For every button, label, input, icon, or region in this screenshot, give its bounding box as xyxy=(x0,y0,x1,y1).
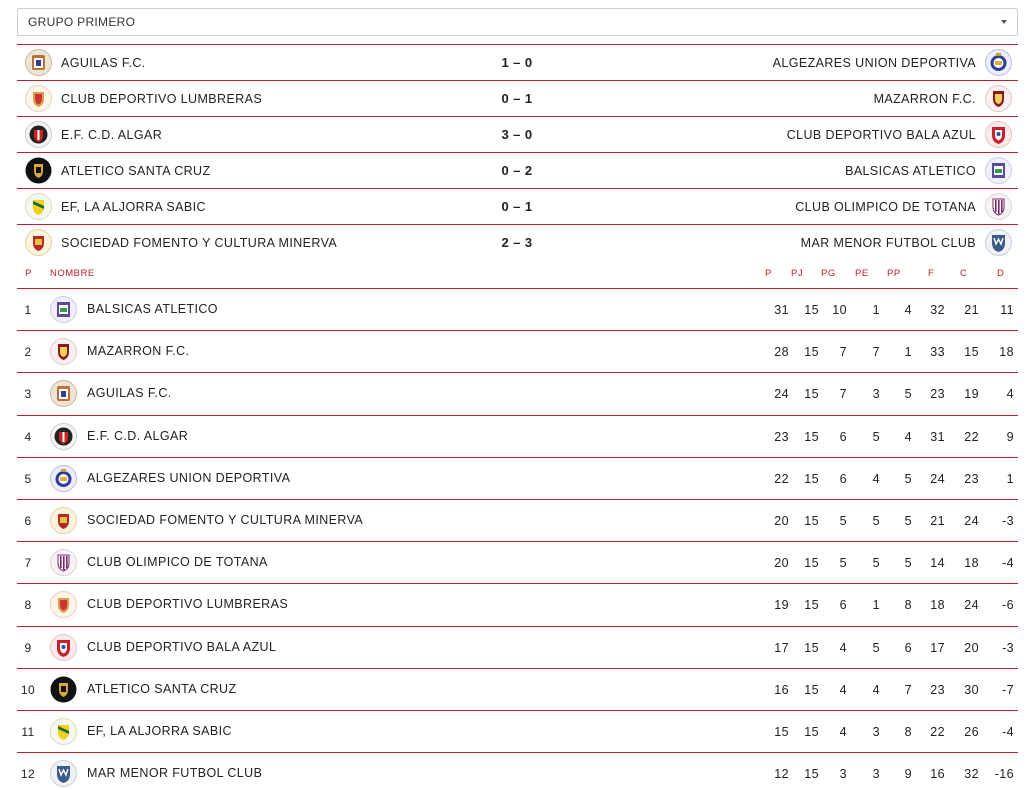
row-pp: 6 xyxy=(904,640,912,655)
aljorra-crest-icon xyxy=(25,193,52,220)
row-d: 1 xyxy=(1006,471,1014,486)
row-team-name: AGUILAS F.C. xyxy=(87,386,172,401)
row-pg: 7 xyxy=(839,387,847,402)
row-pg: 5 xyxy=(839,556,847,571)
algar-crest-icon xyxy=(25,121,52,148)
row-pts: 24 xyxy=(774,387,789,402)
match-score: 0 – 1 xyxy=(501,199,533,214)
row-pe: 5 xyxy=(872,640,880,655)
row-pts: 31 xyxy=(774,303,789,317)
row-d: -7 xyxy=(1002,682,1014,697)
table-row xyxy=(17,541,1018,583)
row-pe: 1 xyxy=(872,303,880,317)
row-c: 26 xyxy=(964,724,979,739)
row-pg: 4 xyxy=(839,724,847,739)
row-pj: 15 xyxy=(804,387,819,402)
table-row xyxy=(17,372,1018,414)
match-row xyxy=(17,224,1018,260)
match-score: 1 – 0 xyxy=(501,55,533,70)
minerva-crest-icon xyxy=(50,507,77,534)
row-pg: 4 xyxy=(839,682,847,697)
row-c: 19 xyxy=(964,387,979,402)
match-row xyxy=(17,80,1018,116)
mazarron-crest-icon xyxy=(985,85,1012,112)
balsicas-crest-icon xyxy=(50,296,77,323)
table-row xyxy=(17,583,1018,625)
table-row xyxy=(17,288,1018,330)
row-position: 6 xyxy=(24,513,32,528)
row-pe: 4 xyxy=(872,471,880,486)
row-team-name: BALSICAS ATLETICO xyxy=(87,302,218,316)
group-select[interactable] xyxy=(17,8,1018,36)
row-pts: 19 xyxy=(774,598,789,613)
col-lost: PP xyxy=(887,268,901,279)
col-played: PJ xyxy=(791,268,804,279)
row-d: -4 xyxy=(1002,556,1014,571)
row-pe: 4 xyxy=(872,682,880,697)
standings-header xyxy=(17,264,1018,288)
row-pj: 15 xyxy=(804,682,819,697)
balsicas-crest-icon xyxy=(985,157,1012,184)
row-d: -6 xyxy=(1002,598,1014,613)
algezares-crest-icon xyxy=(50,465,77,492)
match-score: 0 – 2 xyxy=(501,163,533,178)
row-c: 21 xyxy=(964,303,979,317)
col-drawn: PE xyxy=(855,268,869,279)
col-points: P xyxy=(765,268,772,279)
group-select-value: GRUPO PRIMERO xyxy=(28,15,136,29)
row-team-name: ALGEZARES UNION DEPORTIVA xyxy=(87,470,291,485)
away-team: CLUB OLIMPICO DE TOTANA xyxy=(795,199,976,214)
table-row xyxy=(17,626,1018,668)
row-f: 17 xyxy=(930,640,945,655)
col-position: P xyxy=(25,268,32,279)
row-pp: 8 xyxy=(904,598,912,613)
row-pts: 15 xyxy=(774,724,789,739)
algezares-crest-icon xyxy=(985,49,1012,76)
lumbreras-crest-icon xyxy=(50,591,77,618)
row-position: 2 xyxy=(24,345,32,360)
row-c: 22 xyxy=(964,429,979,444)
away-team: ALGEZARES UNION DEPORTIVA xyxy=(772,55,976,70)
row-position: 7 xyxy=(24,556,32,571)
col-against: C xyxy=(960,268,968,279)
row-pts: 22 xyxy=(774,471,789,486)
row-pe: 7 xyxy=(872,345,880,360)
row-d: -3 xyxy=(1002,640,1014,655)
match-row xyxy=(17,188,1018,224)
row-c: 24 xyxy=(964,598,979,613)
row-pe: 3 xyxy=(872,724,880,739)
totana-crest-icon xyxy=(50,549,77,576)
row-pp: 4 xyxy=(904,429,912,444)
row-f: 16 xyxy=(930,767,945,782)
row-team-name: ATLETICO SANTA CRUZ xyxy=(87,681,237,696)
row-pg: 4 xyxy=(839,640,847,655)
bala-azul-crest-icon xyxy=(985,121,1012,148)
mar-menor-crest-icon xyxy=(50,760,77,787)
table-row xyxy=(17,668,1018,710)
row-c: 24 xyxy=(964,513,979,528)
row-pj: 15 xyxy=(804,429,819,444)
row-pe: 3 xyxy=(872,767,880,782)
row-d: 4 xyxy=(1006,387,1014,402)
mar-menor-crest-icon xyxy=(985,229,1012,256)
table-row xyxy=(17,499,1018,541)
row-d: 9 xyxy=(1006,429,1014,444)
row-pp: 5 xyxy=(904,471,912,486)
row-position: 3 xyxy=(24,387,32,402)
row-f: 31 xyxy=(930,429,945,444)
row-position: 4 xyxy=(24,429,32,444)
row-c: 15 xyxy=(964,345,979,360)
row-f: 24 xyxy=(930,471,945,486)
row-f: 23 xyxy=(930,682,945,697)
minerva-crest-icon xyxy=(25,229,52,256)
row-team-name: CLUB DEPORTIVO BALA AZUL xyxy=(87,639,277,654)
match-row xyxy=(17,152,1018,188)
row-position: 12 xyxy=(20,767,36,782)
home-team: ATLETICO SANTA CRUZ xyxy=(61,163,211,178)
match-score: 2 – 3 xyxy=(501,235,533,250)
row-pp: 7 xyxy=(904,682,912,697)
row-pj: 15 xyxy=(804,513,819,528)
row-pj: 15 xyxy=(804,767,819,782)
row-position: 8 xyxy=(24,598,32,613)
row-pts: 20 xyxy=(774,556,789,571)
col-name: NOMBRE xyxy=(50,268,95,279)
match-score: 0 – 1 xyxy=(501,91,533,106)
row-pg: 3 xyxy=(839,767,847,782)
away-team: CLUB DEPORTIVO BALA AZUL xyxy=(786,127,976,142)
mazarron-crest-icon xyxy=(50,338,77,365)
table-row xyxy=(17,752,1018,790)
row-pj: 15 xyxy=(804,471,819,486)
row-position: 10 xyxy=(20,682,36,697)
match-score: 3 – 0 xyxy=(501,127,533,142)
row-pts: 20 xyxy=(774,513,789,528)
row-pj: 15 xyxy=(804,598,819,613)
row-pp: 5 xyxy=(904,556,912,571)
row-d: -4 xyxy=(1002,724,1014,739)
aljorra-crest-icon xyxy=(50,718,77,745)
row-pg: 6 xyxy=(839,471,847,486)
row-pg: 6 xyxy=(839,429,847,444)
row-pts: 28 xyxy=(774,345,789,360)
row-f: 18 xyxy=(930,598,945,613)
row-pj: 15 xyxy=(804,724,819,739)
home-team: AGUILAS F.C. xyxy=(61,55,146,70)
row-f: 14 xyxy=(930,556,945,571)
row-pts: 16 xyxy=(774,682,789,697)
row-pts: 12 xyxy=(774,767,789,782)
row-f: 21 xyxy=(930,513,945,528)
row-f: 22 xyxy=(930,724,945,739)
away-team: BALSICAS ATLETICO xyxy=(845,163,976,178)
totana-crest-icon xyxy=(985,193,1012,220)
chevron-down-icon[interactable] xyxy=(1001,20,1007,24)
row-pg: 6 xyxy=(839,598,847,613)
row-pp: 5 xyxy=(904,387,912,402)
row-c: 30 xyxy=(964,682,979,697)
algar-crest-icon xyxy=(50,423,77,450)
table-row xyxy=(17,457,1018,499)
row-pp: 1 xyxy=(904,345,912,360)
row-position: 1 xyxy=(24,303,32,317)
table-row xyxy=(17,415,1018,457)
row-d: 18 xyxy=(999,345,1014,360)
home-team: SOCIEDAD FOMENTO Y CULTURA MINERVA xyxy=(61,235,338,250)
row-pe: 3 xyxy=(872,387,880,402)
row-team-name: MAZARRON F.C. xyxy=(87,344,190,359)
row-pts: 23 xyxy=(774,429,789,444)
match-row xyxy=(17,44,1018,80)
row-pts: 17 xyxy=(774,640,789,655)
table-row xyxy=(17,710,1018,752)
row-pe: 5 xyxy=(872,429,880,444)
row-pg: 10 xyxy=(832,303,847,317)
row-c: 18 xyxy=(964,556,979,571)
row-team-name: SOCIEDAD FOMENTO Y CULTURA MINERVA xyxy=(87,512,364,527)
row-pp: 4 xyxy=(904,303,912,317)
away-team: MAR MENOR FUTBOL CLUB xyxy=(800,235,976,250)
col-for: F xyxy=(928,268,935,279)
row-pp: 5 xyxy=(904,513,912,528)
row-pg: 7 xyxy=(839,345,847,360)
aguilas-crest-icon xyxy=(50,380,77,407)
row-pe: 5 xyxy=(872,556,880,571)
col-won: PG xyxy=(821,268,836,279)
row-f: 23 xyxy=(930,387,945,402)
row-f: 32 xyxy=(930,303,945,317)
row-team-name: CLUB OLIMPICO DE TOTANA xyxy=(87,555,268,570)
match-row xyxy=(17,116,1018,152)
row-c: 23 xyxy=(964,471,979,486)
home-team: E.F. C.D. ALGAR xyxy=(61,127,163,142)
santa-cruz-crest-icon xyxy=(50,676,77,703)
standings-table xyxy=(17,288,1018,790)
row-pj: 15 xyxy=(804,640,819,655)
row-position: 9 xyxy=(24,640,32,655)
row-pp: 9 xyxy=(904,767,912,782)
row-position: 11 xyxy=(21,724,35,739)
row-c: 32 xyxy=(964,767,979,782)
row-pj: 15 xyxy=(804,556,819,571)
row-pe: 1 xyxy=(872,598,880,613)
row-pj: 15 xyxy=(804,345,819,360)
row-f: 33 xyxy=(930,345,945,360)
table-row xyxy=(17,330,1018,372)
row-d: -3 xyxy=(1002,513,1014,528)
row-d: -16 xyxy=(994,767,1014,782)
home-team: EF, LA ALJORRA SABIC xyxy=(61,199,206,214)
results-list xyxy=(17,44,1018,260)
row-team-name: CLUB DEPORTIVO LUMBRERAS xyxy=(87,597,289,612)
lumbreras-crest-icon xyxy=(25,85,52,112)
row-pj: 15 xyxy=(804,303,819,317)
row-pg: 5 xyxy=(839,513,847,528)
row-pp: 8 xyxy=(904,724,912,739)
col-diff: D xyxy=(997,268,1005,279)
row-d: 11 xyxy=(1000,303,1014,317)
home-team: CLUB DEPORTIVO LUMBRERAS xyxy=(61,91,263,106)
row-position: 5 xyxy=(24,471,32,486)
row-team-name: EF, LA ALJORRA SABIC xyxy=(87,723,232,738)
aguilas-crest-icon xyxy=(25,49,52,76)
row-c: 20 xyxy=(964,640,979,655)
row-team-name: MAR MENOR FUTBOL CLUB xyxy=(87,766,263,781)
row-pe: 5 xyxy=(872,513,880,528)
row-team-name: E.F. C.D. ALGAR xyxy=(87,428,189,443)
bala-azul-crest-icon xyxy=(50,634,77,661)
santa-cruz-crest-icon xyxy=(25,157,52,184)
away-team: MAZARRON F.C. xyxy=(873,91,976,106)
